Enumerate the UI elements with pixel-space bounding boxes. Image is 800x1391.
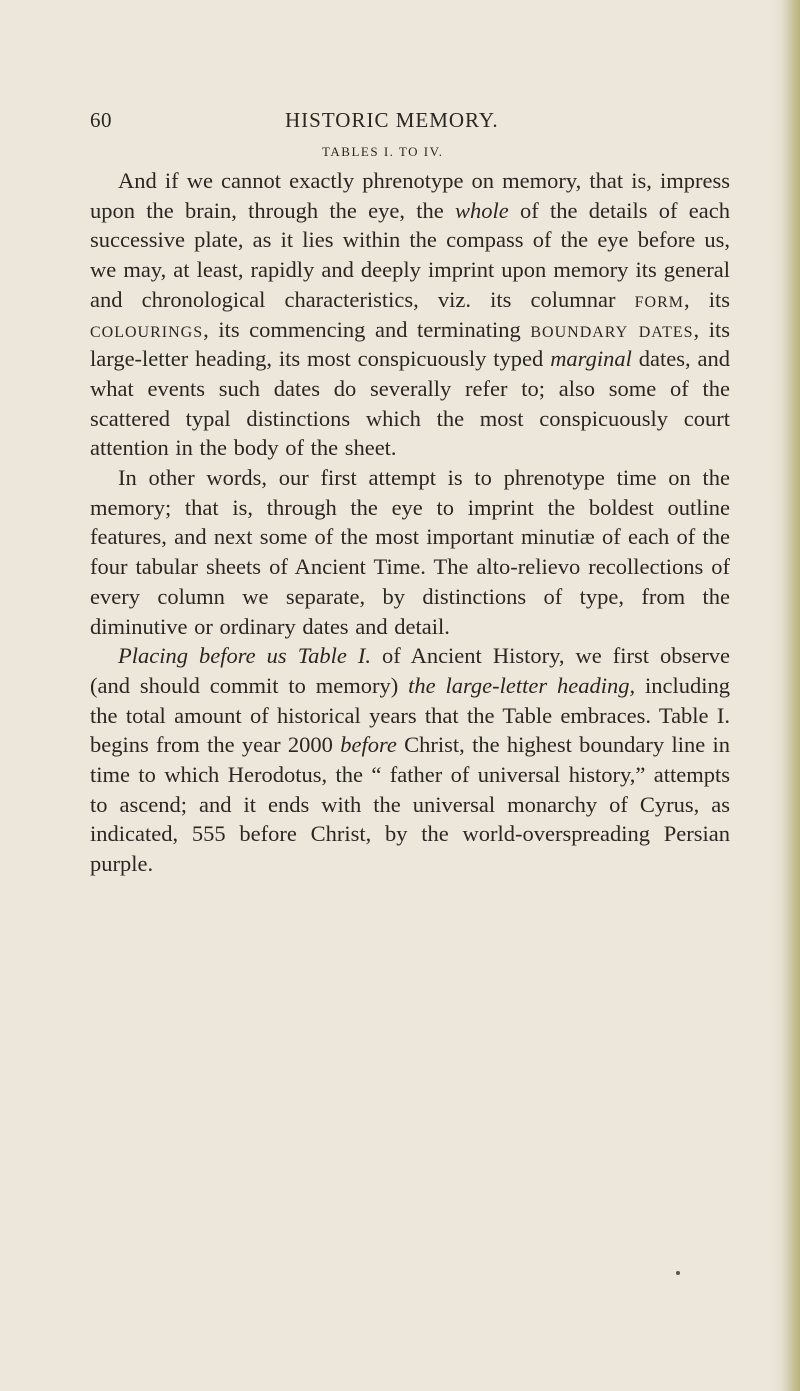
small-caps-run: boundary dates: [530, 316, 694, 342]
italic-run: marginal: [550, 346, 632, 372]
stray-mark: [676, 1271, 680, 1275]
text-run: of Ancient History, we first observe (and should commit to memory): [90, 643, 730, 698]
italic-run: whole: [455, 197, 509, 223]
text-run: , its commencing and terminating: [203, 316, 531, 342]
small-caps-run: colourings: [90, 316, 204, 342]
italic-run: before: [340, 732, 397, 758]
italic-run: the large-letter heading,: [408, 672, 636, 698]
paragraph-1: [90, 166, 730, 463]
paragraph-3: [90, 641, 730, 879]
page-number: 60: [90, 108, 112, 132]
italic-run: Placing before us Table I.: [118, 643, 372, 669]
text-run: , its large-letter heading, its most conspicuously typed: [90, 316, 730, 372]
text-run: including the total amount of historical years that the Table embraces. Table I. begins from the year 2000: [90, 672, 730, 758]
text-run: of the details of each successive plate, as it lies within the compass of the eye before us, we may, at least, rapidly and deeply imprint upon memory its general and chronological characteristics, viz. its columnar: [90, 197, 730, 312]
text-run: , its: [683, 286, 730, 312]
page-edge-shadow: [770, 0, 800, 1391]
text-run: dates, and what events such dates do severally refer to; also some of the scattered typal distinctions which the most conspicuously court attention in the body of the sheet.: [90, 346, 730, 461]
section-heading: TABLES I. TO IV.: [322, 144, 444, 159]
page-content: [90, 108, 730, 879]
small-caps-run: form: [634, 286, 684, 312]
text-run: In other words, our first attempt is to phrenotype time on the memory; that is, through the eye to imprint the boldest outline features, and next some of the most important minutiæ of each of the four tabular sheets of Ancient Time. The alto-relievo recollections of every column we separate, by distinctions of type, from the diminutive or ordinary dates and detail.: [90, 465, 730, 639]
paragraph-2: [90, 463, 730, 641]
running-title: HISTORIC MEMORY.: [285, 108, 499, 132]
text-run: Christ, the highest boundary line in time to which Herodotus, the “ father of universal history,” attempts to ascend; and it ends with the universal monarchy of Cyrus, as indicated, 555 before Christ, by the world-overspreading Persian purple.: [90, 732, 731, 877]
running-head: [90, 108, 730, 138]
text-run: And if we cannot exactly phrenotype on memory, that is, impress upon the brain, through the eye, the: [90, 168, 730, 223]
